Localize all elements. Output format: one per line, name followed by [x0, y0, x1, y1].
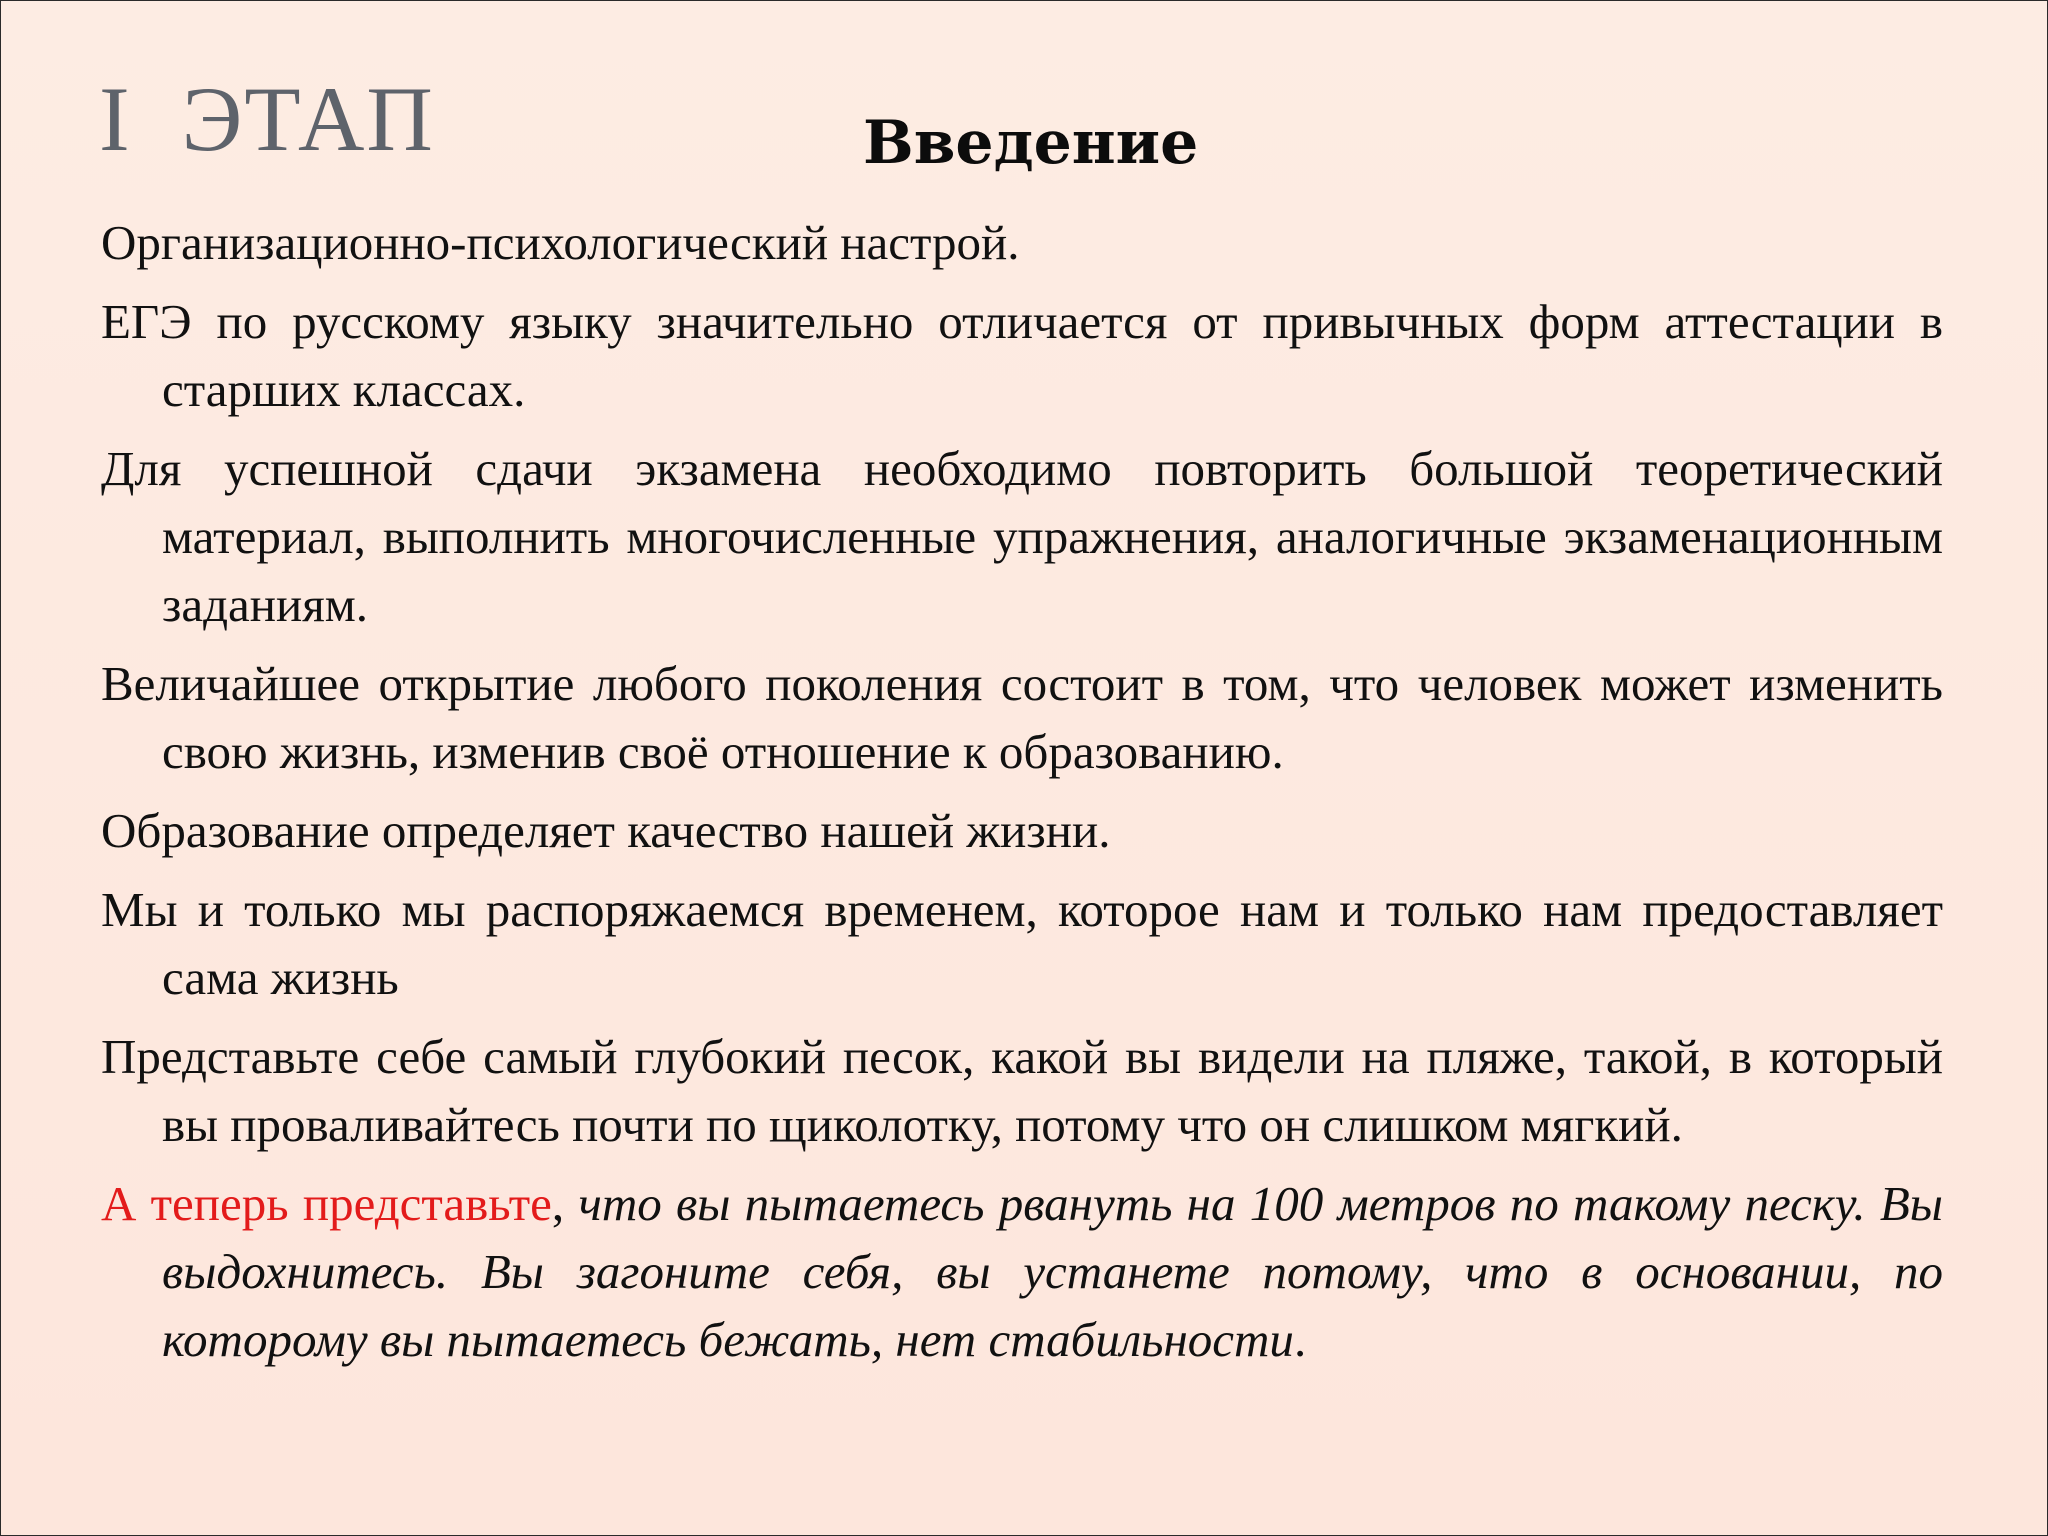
paragraph-sand: Представьте себе самый глубокий песок, какой вы видели на пляже, такой, в который вы проваливайтесь почти по щиколотку, потому что он слишком мягкий.	[101, 1029, 1943, 1152]
end-text: .	[1293, 1312, 1307, 1367]
paragraph-time: Мы и только мы распоряжаемся временем, которое нам и только нам предоставляет сама жизнь	[101, 882, 1943, 1005]
slide-body	[101, 209, 1943, 1385]
stage-label: I ЭТАП	[99, 68, 435, 170]
paragraph-preparation: Для успешной сдачи экзамена необходимо повторить большой теоретический материал, выполнить многочисленные упражнения, аналогичные экзаменационным заданиям.	[101, 441, 1943, 632]
paragraph-mindset: Организационно-психологический настрой.	[101, 215, 1020, 270]
italic-text: что вы пытаетесь рвануть на 100 метров по такому песку. Вы выдохнитесь. Вы загоните себя, вы устанете потому, что в основании, по которому вы пытаетесь бежать, нет стабильности	[162, 1176, 1943, 1367]
slide-title: Введение	[863, 108, 1199, 178]
comma-text: ,	[551, 1176, 579, 1231]
paragraph-education-quality: Образование определяет качество нашей жизни.	[101, 803, 1111, 858]
paragraph-imagine	[101, 1170, 1943, 1374]
accent-text: А теперь представьте	[101, 1176, 552, 1231]
paragraph-discovery: Величайшее открытие любого поколения состоит в том, что человек может изменить свою жизнь, изменив своё отношение к образованию.	[101, 656, 1943, 779]
paragraph-ege-difference: ЕГЭ по русскому языку значительно отличается от привычных форм аттестации в старших классах.	[101, 294, 1943, 417]
